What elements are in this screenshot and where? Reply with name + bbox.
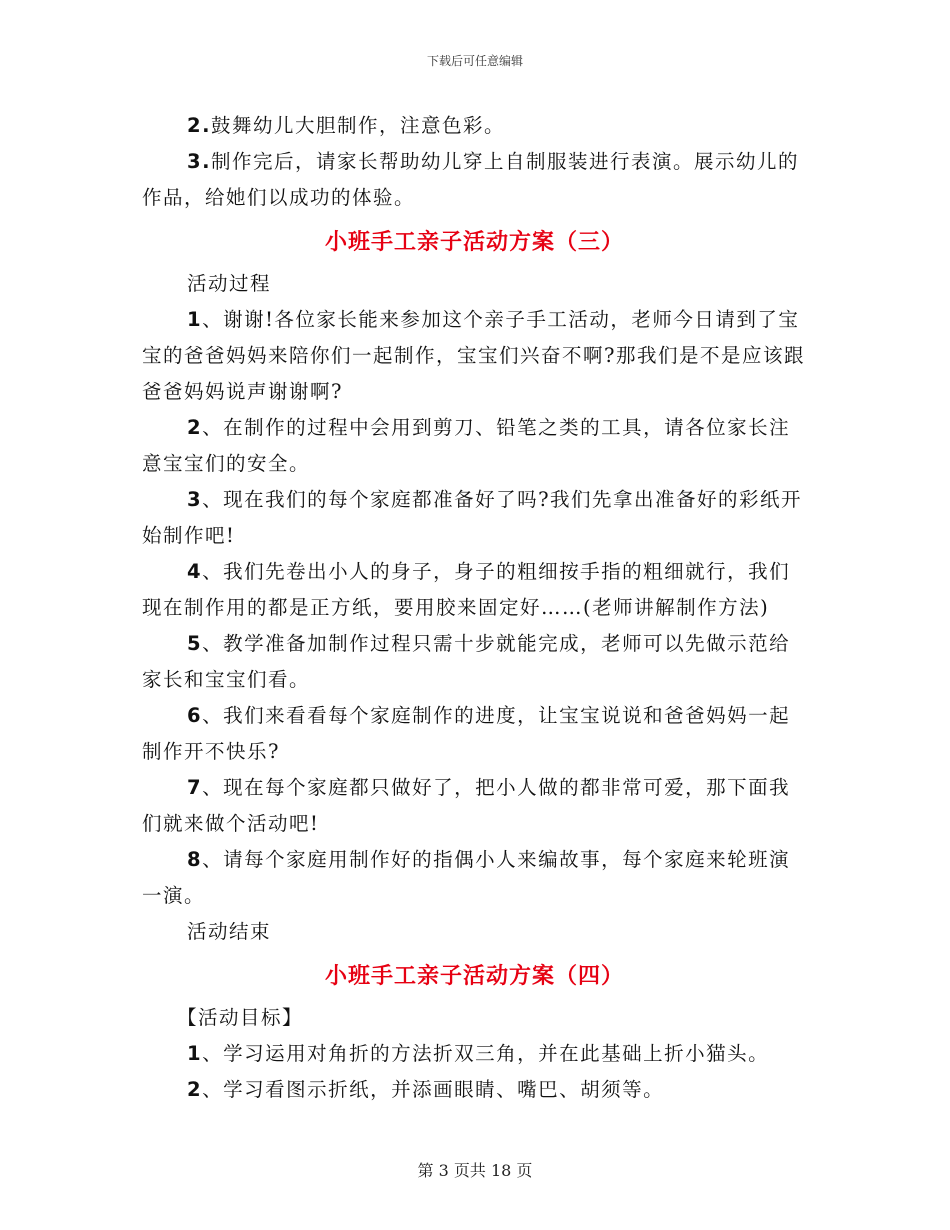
document-body [142, 108, 807, 1108]
section-heading: 小班手工亲子活动方案（三） [324, 229, 624, 255]
item-number: 2. [187, 114, 211, 137]
paragraph [142, 1072, 807, 1108]
paragraph [142, 1036, 807, 1072]
item-number: 2 [187, 416, 203, 439]
paragraph-text: 鼓舞幼儿大胆制作，注意色彩。 [210, 114, 505, 137]
paragraph [142, 626, 807, 698]
paragraph [142, 144, 807, 216]
item-number: 8 [187, 848, 203, 871]
item-number: 5 [187, 632, 203, 655]
item-number: 2 [187, 1078, 203, 1101]
paragraph-text: 、现在每个家庭都只做好了，把小人做的都非常可爱，那下面我们就来做个活动吧! [142, 776, 791, 835]
paragraph [142, 698, 807, 770]
item-number: 3 [187, 488, 203, 511]
paragraph [142, 770, 807, 842]
item-number: 1 [187, 1042, 203, 1065]
paragraph [142, 842, 807, 914]
section-label: 活动过程 [187, 272, 272, 295]
item-number: 7 [187, 776, 203, 799]
section-label: 活动结束 [187, 920, 272, 943]
section-label: 【活动目标】 [177, 1006, 304, 1029]
paragraph-text: 、学习看图示折纸，并添画眼睛、嘴巴、胡须等。 [202, 1078, 665, 1101]
page-header: 下载后可任意编辑 [426, 54, 523, 68]
paragraph [142, 482, 807, 554]
paragraph [142, 554, 807, 626]
paragraph-text: 、我们来看看每个家庭制作的进度，让宝宝说说和爸爸妈妈一起制作开不快乐? [142, 704, 791, 763]
section-heading: 小班手工亲子活动方案（四） [324, 963, 624, 989]
item-number: 3. [187, 150, 211, 173]
paragraph-text: 、我们先卷出小人的身子，身子的粗细按手指的粗细就行，我们现在制作用的都是正方纸，要用胶来固定好……(老师讲解制作方法) [142, 560, 791, 619]
item-number: 4 [187, 560, 203, 583]
paragraph-text: 、学习运用对角折的方法折双三角，并在此基础上折小猫头。 [202, 1042, 770, 1065]
paragraph-text: 、教学准备加制作过程只需十步就能完成，老师可以先做示范给家长和宝宝们看。 [142, 632, 791, 691]
paragraph-text: 、谢谢!各位家长能来参加这个亲子手工活动，老师今日请到了宝宝的爸爸妈妈来陪你们一起制作，宝宝们兴奋不啊?那我们是不是应该跟爸爸妈妈说声谢谢啊? [142, 308, 805, 403]
paragraph-text: 、请每个家庭用制作好的指偶小人来编故事，每个家庭来轮班演一演。 [142, 848, 791, 907]
item-number: 6 [187, 704, 203, 727]
paragraph [142, 302, 807, 410]
paragraph [142, 108, 807, 144]
paragraph-text: 、在制作的过程中会用到剪刀、铅笔之类的工具，请各位家长注意宝宝们的安全。 [142, 416, 791, 475]
paragraph-text: 、现在我们的每个家庭都准备好了吗?我们先拿出准备好的彩纸开始制作吧! [142, 488, 803, 547]
paragraph [142, 410, 807, 482]
item-number: 1 [187, 308, 203, 331]
paragraph-text: 制作完后，请家长帮助幼儿穿上自制服装进行表演。展示幼儿的作品，给她们以成功的体验。 [142, 150, 799, 209]
page-footer: 第 3 页共 18 页 [417, 1161, 533, 1180]
